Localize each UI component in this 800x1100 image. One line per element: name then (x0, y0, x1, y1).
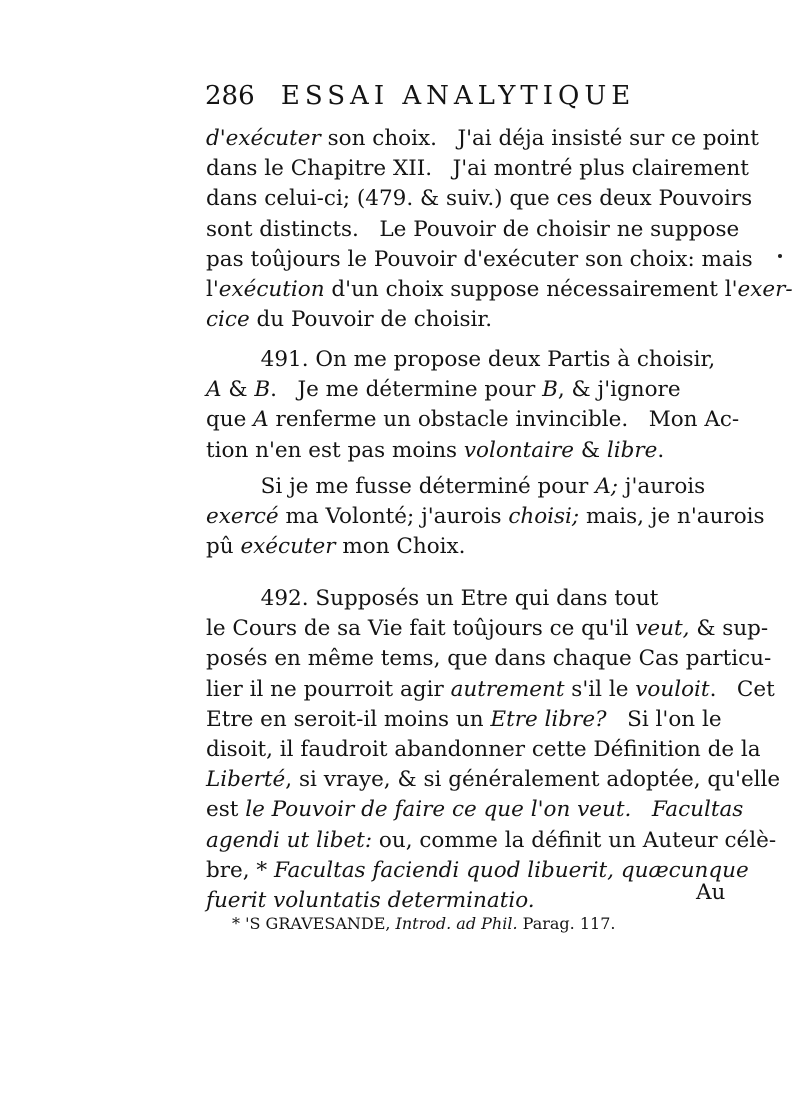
page-number: 286 (205, 81, 255, 111)
text-run: . (657, 437, 665, 463)
text-line (206, 532, 636, 562)
text-run: B (254, 377, 271, 403)
text-line (206, 124, 759, 154)
text-run: exécution (218, 276, 325, 302)
text-line (206, 436, 665, 466)
text-line (206, 644, 772, 674)
text-run: Liberté (206, 767, 286, 793)
text-run: Facultas faciendi quod libuerit, quæcunque (274, 857, 749, 883)
text-line (206, 154, 749, 184)
text-run: Parag. 117. (517, 914, 616, 933)
text-run: exécuter (240, 534, 336, 560)
text-line (206, 275, 793, 305)
text-run: fuerit voluntatis determinatio. (206, 887, 535, 913)
text-line (206, 184, 753, 214)
text-run: pas toûjours le Pouvoir d'exécuter son choix: mais (206, 246, 753, 272)
text-run: exercé (206, 504, 279, 530)
text-run: que (206, 407, 254, 433)
text-run: s'il le (564, 676, 636, 702)
text-run: j'aurois (617, 474, 706, 499)
text-run: A (253, 407, 269, 433)
text-run: renferme un obstacle invincible. Mon Ac- (268, 407, 740, 433)
text-line (206, 735, 761, 765)
text-run: lier il ne pourroit agir (206, 676, 451, 702)
text-run: d'exécuter (206, 126, 321, 151)
text-run: Introd. ad Phil. (395, 914, 518, 933)
text-line (206, 765, 781, 795)
text-run: . Cet (709, 676, 775, 702)
text-line (206, 215, 740, 245)
text-run: tion n'en est pas moins (206, 437, 464, 463)
running-title: ESSAI ANALYTIQUE (280, 81, 636, 111)
text-run: libre (606, 437, 658, 463)
text-run: est (206, 797, 246, 823)
margin-speck (778, 254, 782, 258)
text-run: volontaire (463, 437, 574, 463)
text-run: 492. Supposés un Etre qui dans tout (206, 586, 659, 611)
text-line (206, 856, 749, 886)
text-run: Si je me fusse déterminé pour (206, 474, 596, 499)
paragraph-1 (206, 124, 793, 335)
text-run: . Je me détermine pour (270, 377, 543, 403)
text-run: dans le Chapitre XII. J'ai montré plus clairement (206, 156, 749, 182)
text-line (206, 502, 765, 532)
text-run: * 'S GRAVESANDE, (232, 914, 396, 933)
text-run: veut, (635, 616, 690, 642)
text-line (206, 705, 722, 735)
text-run: B (542, 377, 558, 403)
text-line (206, 472, 706, 502)
text-line (206, 675, 775, 705)
text-run: ma Volonté; j'aurois (278, 504, 509, 530)
text-run: posés en même tems, que dans chaque Cas particu- (206, 646, 772, 672)
text-run: A; (595, 474, 618, 499)
text-run: choisi; (508, 504, 580, 530)
text-run: l' (206, 276, 219, 302)
text-run: & (574, 437, 607, 463)
text-run: du Pouvoir de choisir. (249, 307, 493, 333)
text-run: cice (206, 307, 250, 333)
text-line (206, 826, 777, 856)
text-line (206, 614, 769, 644)
text-run: disoit, il faudroit abandonner cette Définition de la (206, 736, 761, 762)
text-run: pû (206, 534, 241, 560)
text-line (206, 375, 681, 405)
text-run: d'un choix suppose nécessairement l' (324, 276, 738, 302)
text-run: Si l'on le (606, 706, 722, 732)
text-run: le Cours de sa Vie fait toûjours ce qu'il (206, 616, 636, 642)
text-run: autrement (450, 676, 565, 702)
text-run: Etre en seroit-il moins un (206, 706, 491, 732)
text-run: , & j'ignore (557, 377, 681, 403)
text-run: & sup- (689, 616, 769, 642)
text-run: & (221, 377, 255, 403)
paragraph-492 (206, 584, 781, 916)
footnote (232, 912, 615, 936)
paragraph-491 (206, 345, 740, 466)
paragraph-491-cont (206, 472, 765, 563)
text-line (206, 345, 716, 375)
text-run: , si vraye, & si généralement adoptée, qu'elle (285, 767, 781, 793)
running-head (205, 78, 665, 114)
catchword: Au (696, 880, 726, 905)
text-run: 491. On me propose deux Partis à choisir, (206, 347, 716, 372)
text-line (206, 405, 740, 435)
text-run: dans celui-ci; (479. & suiv.) que ces deux Pouvoirs (206, 186, 753, 212)
text-line (206, 245, 753, 275)
text-run: mon Choix. (335, 534, 466, 560)
text-run: mais, je n'aurois (579, 504, 765, 530)
text-run: ou, comme la définit un Auteur célè- (372, 827, 777, 853)
text-line (206, 305, 636, 335)
text-run: sont distincts. Le Pouvoir de choisir ne suppose (206, 216, 740, 242)
text-line (206, 795, 744, 825)
text-run: vouloit (635, 676, 710, 702)
text-run: le Pouvoir de faire ce que l'on veut. Facultas (245, 797, 744, 823)
text-run: agendi ut libet: (206, 827, 373, 853)
text-run: exer- (737, 276, 793, 302)
text-run: A (206, 377, 222, 403)
text-run: son choix. J'ai déja insisté sur ce point (320, 126, 759, 151)
text-line (206, 584, 659, 614)
text-run: Etre libre? (490, 706, 607, 732)
text-run: bre, * (206, 857, 275, 883)
